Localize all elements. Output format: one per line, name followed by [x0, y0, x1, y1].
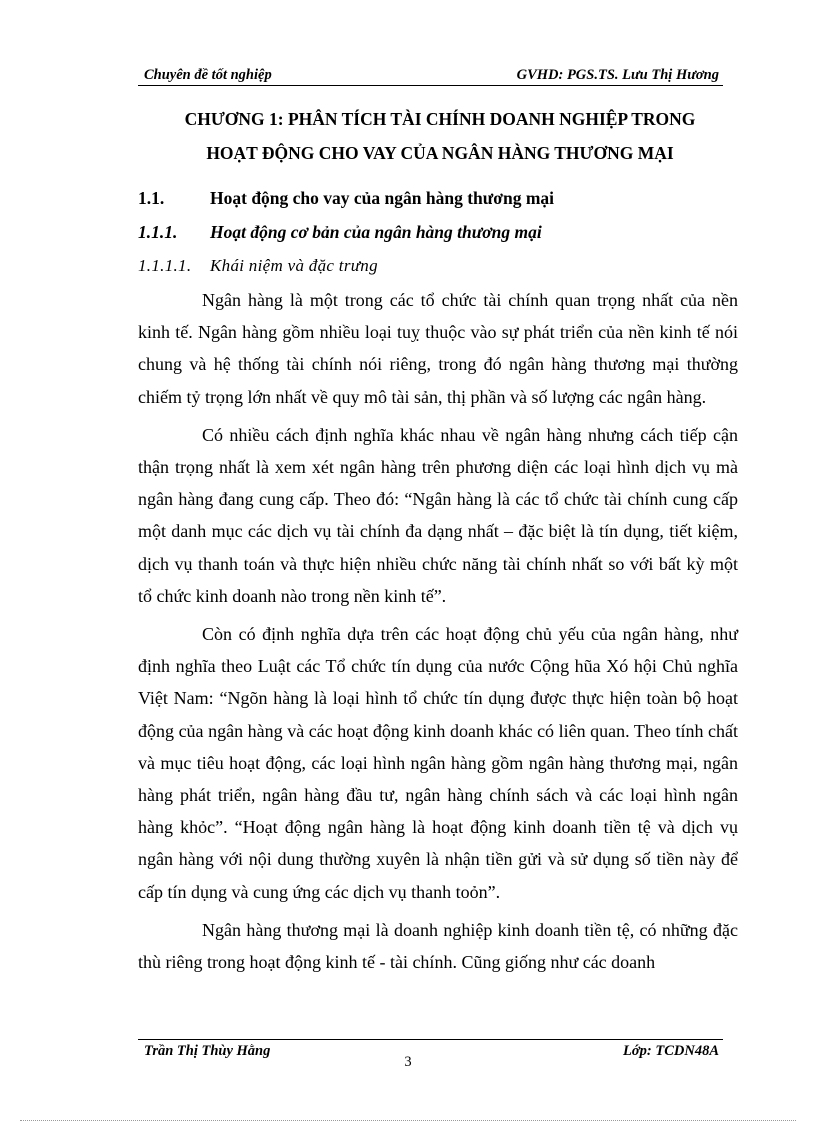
- section-number: 1.1.1.1.: [138, 256, 192, 275]
- page-number: 3: [404, 1054, 412, 1070]
- header-divider: [138, 85, 723, 86]
- footer-author: Trần Thị Thùy Hằng: [144, 1043, 271, 1059]
- header-advisor: GVHD: PGS.TS. Lưu Thị Hương: [516, 67, 719, 83]
- section-title: Hoạt động cơ bản của ngân hàng thương mại: [210, 222, 542, 242]
- footer-divider: [138, 1039, 723, 1040]
- page-bottom-border: [20, 1120, 796, 1121]
- section-title: Hoạt động cho vay của ngân hàng thương mại: [210, 188, 555, 208]
- section-number: 1.1.: [138, 188, 165, 208]
- paragraph-3: Còn có định nghĩa dựa trên các hoạt động chủ yếu của ngân hàng, như định nghĩa theo Luật các Tổ chức tín dụng của nước Cộng hũa Xó hội Chủ nghĩa Việt Nam: “Ngõn hàng là loại hình tổ chức tín dụng được thực hiện toàn bộ hoạt động của ngân hàng và các hoạt động kinh doanh khác có liên quan. Theo tính chất và mục tiêu hoạt động, các loại hình ngân hàng gồm ngân hàng thương mại, ngân hàng phát triển, ngân hàng đầu tư, ngân hàng chính sách và các loại hình ngân hàng khỏc”. “Hoạt động ngân hàng là hoạt động kinh doanh tiền tệ và dịch vụ ngân hàng với nội dung thường xuyên là nhận tiền gửi và sử dụng số tiền này để cấp tín dụng và cung ứng các dịch vụ thanh toỏn”.: [138, 624, 738, 902]
- chapter-title: [120, 102, 760, 170]
- chapter-title-line-1: CHƯƠNG 1: PHÂN TÍCH TÀI CHÍNH DOANH NGHIỆP TRONG: [184, 109, 696, 129]
- header-subject: Chuyên đề tốt nghiệp: [144, 67, 272, 83]
- page-header: [138, 64, 723, 86]
- section-number: 1.1.1.: [138, 222, 178, 242]
- footer-class: Lớp: TCDN48A: [623, 1043, 719, 1059]
- paragraph-1: Ngân hàng là một trong các tổ chức tài chính quan trọng nhất của nền kinh tế. Ngân hàng gồm nhiều loại tuỵ thuộc vào sự phát triển của nền kinh tế nói chung và hệ thống tài chính nói riêng, trong đó ngân hàng thương mại thường chiếm tỷ trọng lớn nhất về quy mô tài sản, thị phần và số lượng các ngân hàng.: [138, 290, 738, 407]
- chapter-title-line-2: HOẠT ĐỘNG CHO VAY CỦA NGÂN HÀNG THƯƠNG MẠI: [206, 143, 674, 163]
- body-text: [138, 284, 738, 984]
- paragraph-4: Ngân hàng thương mại là doanh nghiệp kinh doanh tiền tệ, có những đặc thù riêng trong hoạt động kinh tế - tài chính. Cũng giống như các doanh: [138, 919, 738, 973]
- section-title: Khái niệm và đặc trưng: [210, 256, 378, 275]
- paragraph-2: Có nhiều cách định nghĩa khác nhau về ngân hàng nhưng cách tiếp cận thận trọng nhất là xem xét ngân hàng trên phương diện các loại hình dịch vụ mà ngân hàng đang cung cấp. Theo đó: “Ngân hàng là các tổ chức tài chính cung cấp một danh mục các dịch vụ tài chính đa dạng nhất – đặc biệt là tín dụng, tiết kiệm, dịch vụ thanh toán và thực hiện nhiều chức năng tài chính nhất so với bất kỳ một tổ chức kinh doanh nào trong nền kinh tế”.: [138, 424, 738, 606]
